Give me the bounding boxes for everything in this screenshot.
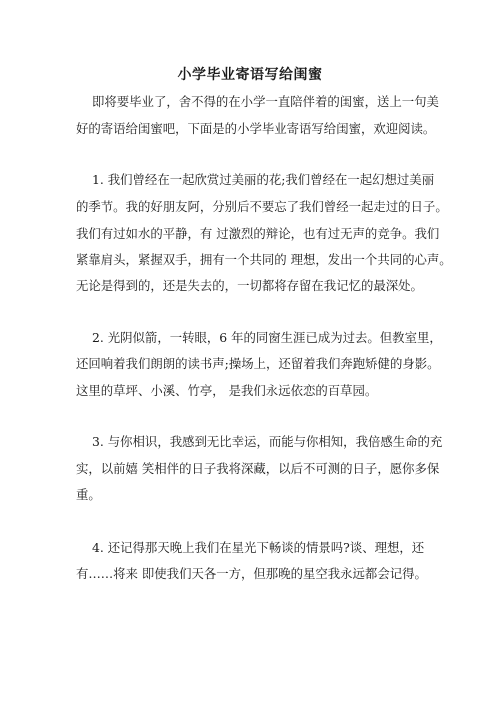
intro-line: 好的寄语给闺蜜吧，下面是的小学毕业寄语写给闺蜜，欢迎阅读。 bbox=[76, 121, 436, 136]
paragraph-line: 1. 我们曾经在一起欣赏过美丽的花;我们曾经在一起幻想过美丽 bbox=[92, 172, 435, 187]
document-title: 小学毕业寄语写给闺蜜 bbox=[177, 67, 323, 83]
paragraph-line: 我们有过如水的平静，有 过激烈的辩论，也有过无声的竞争。我们 bbox=[76, 226, 440, 241]
paragraph-line: 有……将来 即使我们天各一方，但那晚的星空我永远都会记得。 bbox=[76, 566, 427, 581]
paragraph-line: 3. 与你相识，我感到无比幸运，而能与你相知，我倍感生命的充 bbox=[92, 434, 443, 449]
paragraph-line: 这里的草坪、小溪、竹亭， 是我们永远依恋的百草园。 bbox=[76, 383, 378, 398]
paragraph-line: 4. 还记得那天晚上我们在星光下畅谈的情景吗?谈、理想，还 bbox=[92, 540, 425, 555]
paragraph-line: 的季节。我的好朋友阿，分别后不要忘了我们曾经一起走过的日子。 bbox=[76, 199, 448, 214]
paragraph-line: 紧靠肩头，紧握双手，拥有一个共同的 理想，发出一个共同的心声。 bbox=[76, 252, 452, 267]
paragraph-line: 还回响着我们朗朗的读书声;操场上，还留着我们奔跑矫健的身影。 bbox=[76, 356, 440, 371]
paragraph-line: 无论是得到的，还是失去的，一切都将存留在我记忆的最深处。 bbox=[76, 278, 423, 293]
paragraph-line: 重。 bbox=[76, 487, 101, 502]
paragraph-line: 实，以前嬉 笑相伴的日子我将深藏，以后不可测的日子，愿你多保 bbox=[76, 461, 440, 476]
intro-line: 即将要毕业了，舍不得的在小学一直陪伴着的闺蜜，送上一句美 bbox=[92, 94, 439, 109]
paragraph-line: 2. 光阴似箭，一转眼，6 年的同窗生涯已成为过去。但教室里， bbox=[92, 330, 442, 345]
